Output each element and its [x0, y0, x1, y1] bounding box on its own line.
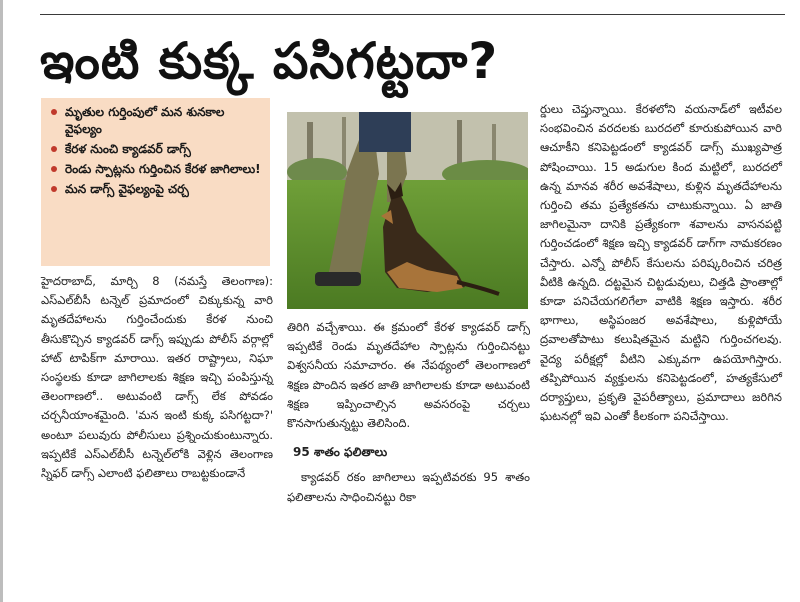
dog-photo	[287, 112, 528, 309]
headline: ఇంటి కుక్క పసిగట్టదా?	[40, 32, 499, 90]
bullet-icon	[51, 186, 57, 192]
highlight-text: రెండు స్పాట్లను గుర్తించిన కేరళ జాగిలాలు!	[65, 162, 261, 176]
highlight-text: మన డాగ్స్ వైఫల్యంపై చర్చ	[65, 182, 189, 196]
highlight-text: మృతుల గుర్తింపులో మన శునకాల వైఫల్యం	[65, 105, 225, 136]
column-2-paragraph: తిరిగి వచ్చేశాయి. ఈ క్రమంలో కేరళ క్యాడవర్ డాగ్స్ ఇప్పటికే రెండు మృతదేహాల స్పాట్లను గుర్తించినట్టు విశ్వసనీయ సమాచారం. ఈ నేపథ్యంలో తెలంగాణలో శిక్షణ పొందిన ఇతర జాతి జాగిలాలకు కూడా అటువంటి శిక్షణ ఇప్పించాల్సిన అవసరంపై చర్చలు కొనసాగుతున్నట్టు తెలిసింది.	[287, 320, 530, 431]
highlight-item	[49, 141, 264, 158]
column-1	[41, 272, 273, 483]
bullet-icon	[51, 146, 57, 152]
column-2	[287, 318, 530, 507]
highlights-list	[41, 98, 270, 198]
column-3-paragraph: ర్డులు చెప్తున్నాయి. కేరళలోని వయనాడ్‌లో ఇటీవల సంభవించిన వరదలకు బురదలో కూరుకుపోయిన వారి ఆచూకీని కనిపెట్టడంలో క్యాడవర్ డాగ్స్ ముఖ్యపాత్ర పోషించాయి. 15 అడుగుల కింద మట్టిలో, బురదలో ఉన్న మానవ శరీర అవశేషాలు, కుళ్లిన మృతదేహాలను గుర్తించి తమ ప్రత్యేకతను చాటుకున్నాయి. ఏ జాతి జాగిలమైనా దానికి ప్రత్యేకంగా శవాలను వాసనపట్టి గుర్తించడంలో శిక్షణ ఇచ్చి క్యాడవర్ డాగ్‌గా నామకరణం చేస్తారు. ఎన్నో పోలీస్ కేసులను పరిష్కరించిన చరిత్ర వీటికి ఉన్నది. దట్టమైన చిట్టడువులు, చిత్తడి ప్రాంతాల్లో కూడా పనిచేయగలిగేలా వాటికి శిక్షణ ఇస్తారు. శరీర భాగాలు, అస్థిపంజర అవశేషాలు, కుళ్లిపోయే ద్రవాలతోపాటు కలుషితమైన మట్టిని గుర్తించగలవు. వైద్య పరీక్షల్లో వీటిని ఎక్కువగా ఉపయోగిస్తారు. తప్పిపోయిన వ్యక్తులను కనిపెట్టడంలో, హత్యకేసులో దర్యాప్తులు, ప్రకృతి వైపరీత్యాలు, ప్రమాదాలు జరిగిన ఘటనల్లో ఇవి ఎంతో కీలకంగా పనిచేస్తాయి.	[540, 102, 782, 424]
highlight-item	[49, 181, 264, 198]
highlight-text: కేరళ నుంచి క్యాడవర్ డాగ్స్	[65, 142, 191, 156]
highlights-box	[41, 98, 270, 266]
bullet-icon	[51, 109, 57, 115]
highlight-item	[49, 161, 264, 178]
subheading: 95 శాతం ఫలితాలు	[293, 445, 388, 460]
column-2-paragraph: క్యాడవర్ రకం జాగిలాలు ఇప్పటివరకు 95 శాతం ఫలితాలను సాధించినట్టు రికా	[287, 470, 530, 504]
top-rule	[40, 14, 785, 15]
column-1-paragraph: హైదరాబాద్, మార్చి 8 (నమస్తే తెలంగాణ): ఎస్ఎల్‌బీసీ టన్నెల్ ప్రమాదంలో చిక్కుకున్న వారి మృతదేహాలను గుర్తించేందుకు కేరళ నుంచి తీసుకొచ్చిన క్యాడవర్ డాగ్స్ ఇప్పుడు పోలీస్ వర్గాల్లో హాట్ టాపిక్‌గా మారాయి. ఇతర రాష్ట్రాలు, నిఘా సంస్థలకు కూడా జాగిలాలకు శిక్షణ ఇచ్చి పంపిస్తున్న తెలంగాణలో.. అటువంటి డాగ్స్ లేక పోవడం చర్చనీయాంశమైంది. 'మన ఇంటి కుక్క పసిగట్టదా?' అంటూ పలువురు పోలీసులు ప్రశ్నించుకుంటున్నారు. ఇప్పటికే ఎస్ఎల్‌బీసీ టన్నెల్‌లోకి వెళ్లిన తెలంగాణ స్నిఫర్ డాగ్స్ ఎలాంటి ఫలితాలు రాబట్టకుండానే	[41, 274, 273, 481]
column-3	[540, 100, 782, 426]
highlight-item	[49, 104, 264, 138]
bullet-icon	[51, 166, 57, 172]
left-page-edge	[0, 0, 3, 602]
